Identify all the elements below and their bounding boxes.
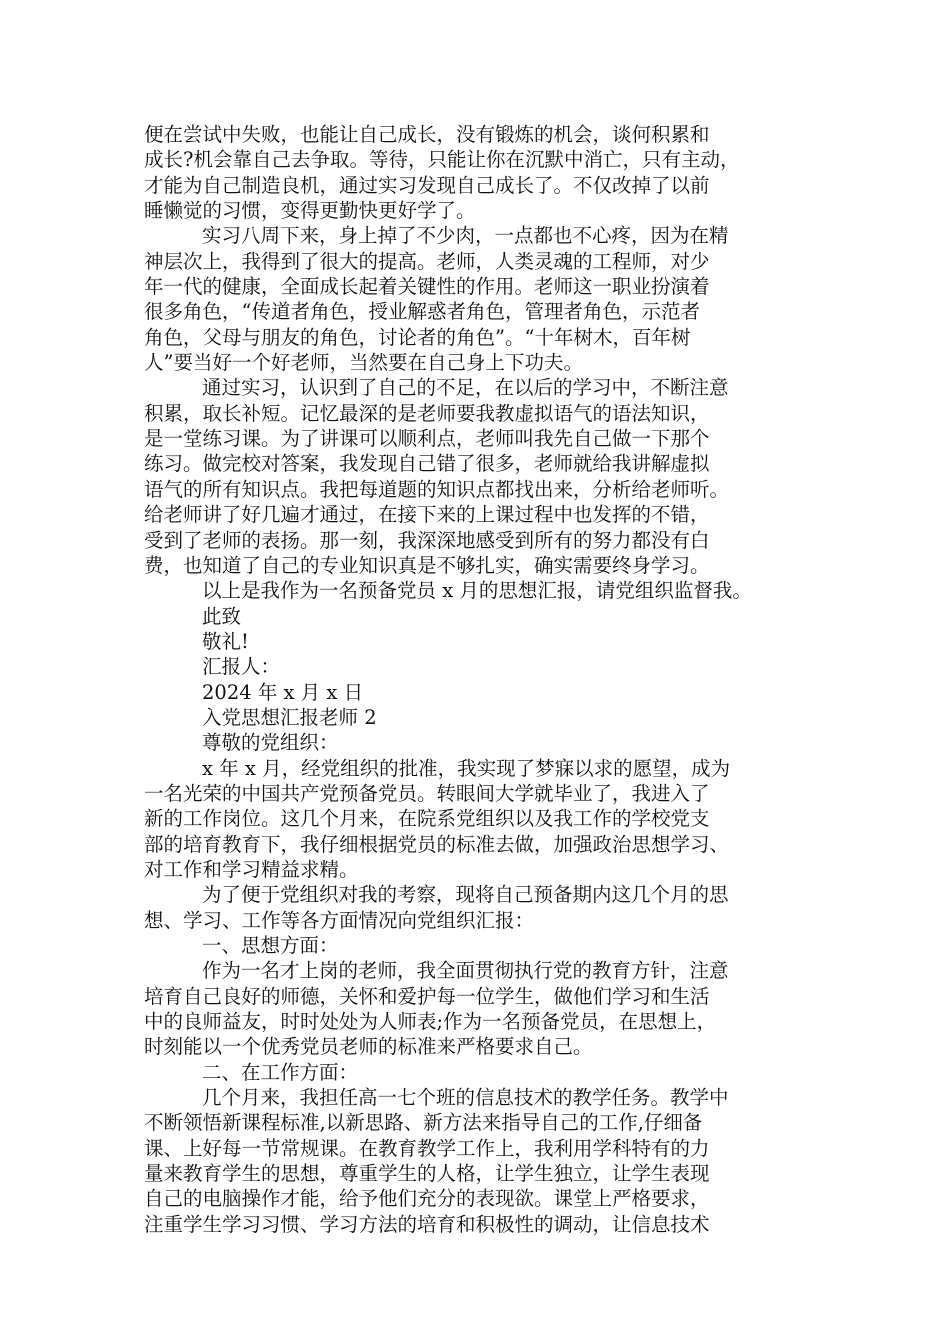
text-line: 想、学习、工作等各方面情况向党组织汇报：	[144, 908, 535, 932]
paragraph-2	[144, 223, 824, 375]
salutation-line-2: 敬礼!	[202, 629, 249, 653]
text-line: 以上是我作为一名预备党员 x 月的思想汇报，请党组织监督我。	[202, 579, 752, 603]
salutation-line-1: 此致	[202, 604, 242, 628]
paragraph-7	[144, 958, 824, 1059]
text-line: 人”要当好一个好老师，当然要在自己身上下功夫。	[144, 351, 583, 375]
text-line: x 年 x 月，经党组织的批准，我实现了梦寐以求的愿望，成为	[202, 756, 731, 780]
text-line: 神层次上，我得到了很大的提高。老师，人类灵魂的工程师，对少	[144, 249, 710, 273]
text-line: 培育自己良好的师德，关怀和爱护每一位学生，做他们学习和生活	[144, 984, 710, 1008]
closing-block	[144, 604, 824, 756]
text-line: 实习八周下来，身上掉了不少肉，一点都也不心疼，因为在精	[202, 224, 729, 248]
paragraph-3	[144, 375, 824, 578]
greeting-line: 尊敬的党组织：	[202, 731, 339, 755]
text-line: 量来教育学生的思想，尊重学生的人格，让学生独立，让学生表现	[144, 1162, 710, 1186]
text-line: 自己的电脑操作才能，给予他们充分的表现欲。课堂上严格要求，	[144, 1187, 710, 1211]
text-line: 积累，取长补短。记忆最深的是老师要我教虚拟语气的语法知识，	[144, 401, 710, 425]
reporter-line: 汇报人：	[202, 655, 281, 679]
heading-2	[144, 1060, 824, 1085]
text-line: 通过实习，认识到了自己的不足，在以后的学习中，不断注意	[202, 376, 729, 400]
paragraph-4	[144, 578, 824, 603]
text-line: 注重学生学习习惯、学习方法的培育和积极性的调动，让信息技术	[144, 1212, 710, 1236]
paragraph-5	[144, 756, 824, 883]
text-line: 给老师讲了好几遍才通过，在接下来的上课过程中也发挥的不错，	[144, 503, 710, 527]
text-line: 对工作和学习精益求精。	[144, 857, 359, 881]
text-line: 为了便于党组织对我的考察，现将自己预备期内这几个月的思	[202, 883, 729, 907]
text-line: 年一代的健康，全面成长起着关键性的作用。老师这一职业扮演着	[144, 275, 710, 299]
text-line: 几个月来，我担任高一七个班的信息技术的教学任务。教学中	[202, 1086, 729, 1110]
text-line: 睡懒觉的习惯，变得更勤快更好学了。	[144, 199, 476, 223]
text-line: 很多角色，“传道者角色，授业解惑者角色，管理者角色，示范者	[144, 300, 700, 324]
text-line: 受到了老师的表扬。那一刻，我深深地感受到所有的努力都没有白	[144, 528, 710, 552]
text-line: 便在尝试中失败，也能让自己成长，没有锻炼的机会，谈何积累和	[144, 123, 710, 146]
text-line: 费，也知道了自己的专业知识真是不够扎实，确实需要终身学习。	[144, 553, 710, 577]
heading-1	[144, 933, 824, 958]
paragraph-6	[144, 882, 824, 933]
text-line: 语气的所有知识点。我把每道题的知识点都找出来，分析给老师听。	[144, 477, 730, 501]
text-line: 部的培育教育下，我仔细根据党员的标准去做，加强政治思想学习、	[144, 832, 730, 856]
paragraph-1	[144, 122, 824, 223]
date-line: 2024 年 x 月 x 日	[202, 680, 364, 704]
text-line: 中的良师益友，时时处处为人师表;作为一名预备党员，在思想上，	[144, 1010, 717, 1034]
heading-text: 二、在工作方面：	[202, 1060, 359, 1084]
text-line: 新的工作岗位。这几个月来，在院系党组织以及我工作的学校党支	[144, 807, 710, 831]
text-line: 是一堂练习课。为了讲课可以顺利点，老师叫我先自己做一下那个	[144, 427, 710, 451]
section-title: 入党思想汇报老师 2	[202, 705, 377, 729]
text-line: 练习。做完校对答案，我发现自己错了很多，老师就给我讲解虚拟	[144, 452, 710, 476]
text-line: 才能为自己制造良机，通过实习发现自己成长了。不仅改掉了以前	[144, 173, 710, 197]
text-line: 一名光荣的中国共产党预备党员。转眼间大学就毕业了，我进入了	[144, 781, 710, 805]
text-line: 作为一名才上岗的老师，我全面贯彻执行党的教育方针，注意	[202, 959, 729, 983]
text-line: 课、上好每一节常规课。在教育教学工作上，我利用学科特有的力	[144, 1136, 710, 1160]
heading-text: 一、思想方面：	[202, 934, 339, 957]
text-line: 成长?机会靠自己去争取。等待，只能让你在沉默中消亡，只有主动，	[144, 148, 740, 172]
paragraph-8	[144, 1085, 824, 1237]
text-line: 不断领悟新课程标准,以新思路、新方法来指导自己的工作,仔细备	[144, 1111, 703, 1135]
text-line: 角色，父母与朋友的角色，讨论者的角色”。“十年树木，百年树	[144, 325, 691, 349]
text-line: 时刻能以一个优秀党员老师的标准来严格要求自己。	[144, 1035, 593, 1059]
document-body	[144, 122, 824, 1237]
